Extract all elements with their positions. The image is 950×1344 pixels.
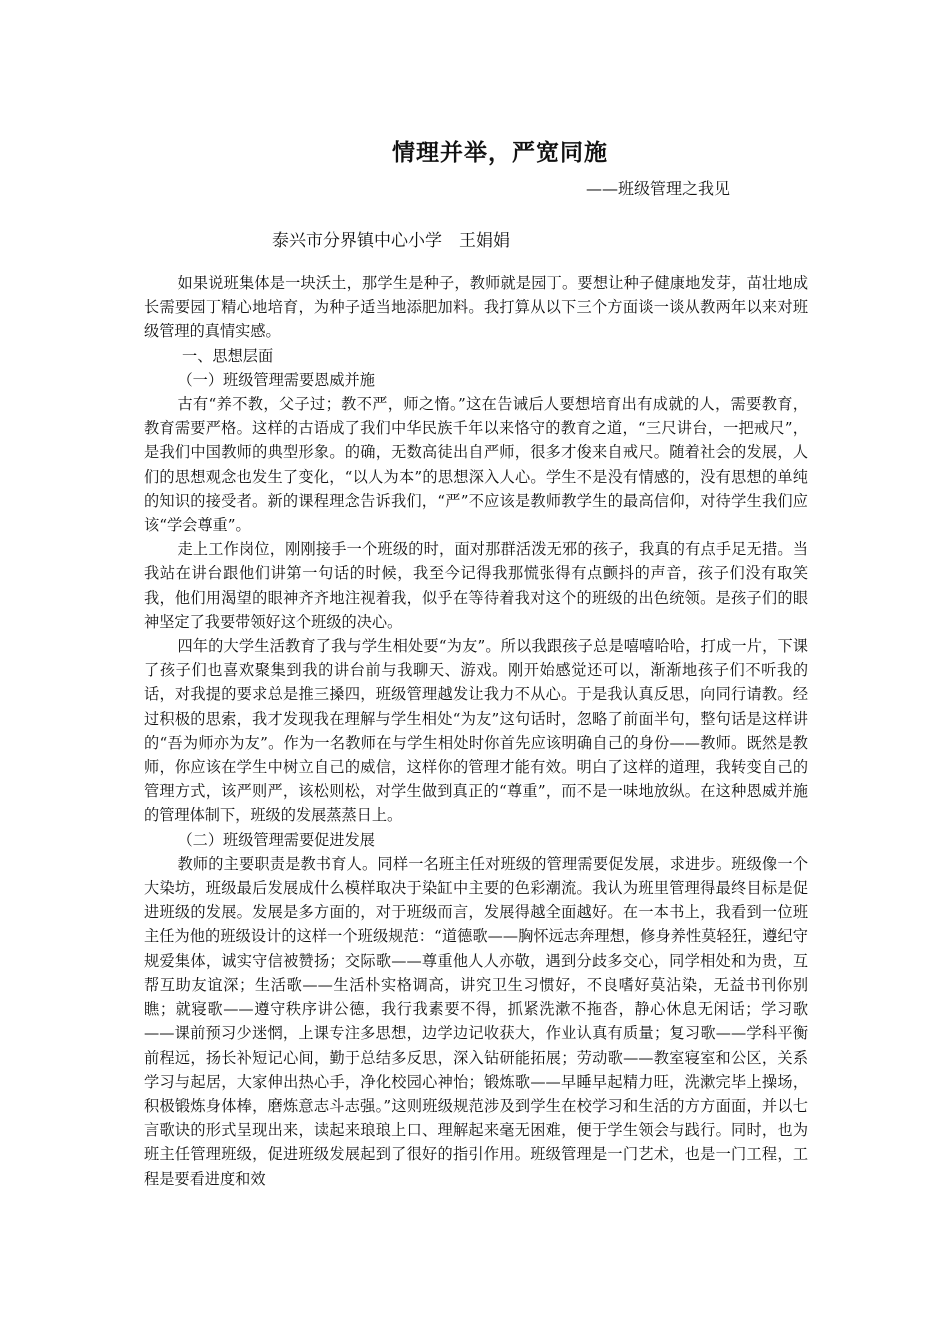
document-body — [144, 271, 808, 1191]
body-paragraph: 古有“养不教，父子过；教不严，师之惰。”这在告诫后人要想培育出有成就的人，需要教育，教育需要严格。这样的古语成了我们中华民族千年以来恪守的教育之道，“三尺讲台，一把戒尺”，是我们中国教师的典型形象。的确，无数高徒出自严师，很多才俊来自戒尺。随着社会的发展，人们的思想观念也发生了变化，“以人为本”的思想深入人心。学生不是没有情感的，没有思想的单纯的知识的接受者。新的课程理念告诉我们，“严”不应该是教师教学生的最高信仰，对待学生我们应该“学会尊重”。 — [144, 395, 808, 535]
document-author: 泰兴市分界镇中心小学 王娟娟 — [272, 231, 510, 251]
section-heading: （二）班级管理需要促进发展 — [177, 830, 375, 849]
body-paragraph: 四年的大学生活教育了我与学生相处要“为友”。所以我跟孩子总是嘻嘻哈哈，打成一片，下课了孩子们也喜欢聚集到我的讲台前与我聊天、游戏。刚开始感觉还可以，渐渐地孩子们不听我的话，对我提的要求总是推三搡四，班级管理越发让我力不从心。于是我认真反思，向同行请教。经过积极的思索，我才发现我在理解与学生相处“为友”这句话时，忽略了前面半句，整句话是这样讲的“吾为师亦为友”。作为一名教师在与学生相处时你首先应该明确自己的身份——教师。既然是教师，你应该在学生中树立自己的威信，这样你的管理才能有效。明白了这样的道理，我转变自己的管理方式，该严则严，该松则松，对学生做到真正的“尊重”，而不是一味地放纵。在这种恩威并施的管理体制下，班级的发展蒸蒸日上。 — [144, 637, 808, 825]
body-paragraph: 走上工作岗位，刚刚接手一个班级的时，面对那群活泼无邪的孩子，我真的有点手足无措。当我站在讲台跟他们讲第一句话的时候，我至今记得我那慌张得有点颤抖的声音，孩子们没有取笑我，他们用渴望的眼神齐齐地注视着我，似乎在等待着我对这个的班级的出色统领。是孩子们的眼神坚定了我要带领好这个班级的决心。 — [144, 540, 808, 631]
section-heading: 一、思想层面 — [182, 346, 274, 365]
document-title: 情理并举，严宽同施 — [392, 139, 608, 166]
body-paragraph: 如果说班集体是一块沃土，那学生是种子，教师就是园丁。要想让种子健康地发芽，苗壮地成长需要园丁精心地培育，为种子适当地添肥加料。我打算从以下三个方面谈一谈从教两年以来对班级管理的真情实感。 — [144, 274, 808, 341]
body-paragraph: 教师的主要职责是教书育人。同样一名班主任对班级的管理需要促发展，求进步。班级像一个大染坊，班级最后发展成什么模样取决于染缸中主要的色彩潮流。我认为班里管理得最终目标是促进班级的发展。发展是多方面的，对于班级而言，发展得越全面越好。在一本书上，我看到一位班主任为他的班级设计的这样一个班级规范：“道德歌——胸怀远志奔理想，修身养性莫轻狂，遵纪守规爱集体，诚实守信被赞扬；交际歌——尊重他人人亦敬，遇到分歧多交心，同学相处和为贵，互帮互助友谊深；生活歌——生活朴实格调高，讲究卫生习惯好，不良嗜好莫沾染，无益书刊你别瞧；就寝歌——遵守秩序讲公德，我行我素要不得，抓紧洗漱不拖沓，静心休息无闲话；学习歌——课前预习少迷惘，上课专注多思想，边学边记收获大，作业认真有质量；复习歌——学科平衡前程远，扬长补短记心间，勤于总结多反思，深入钻研能拓展；劳动歌——教室寝室和公区，关系学习与起居，大家伸出热心手，净化校园心神怡；锻炼歌——早睡早起精力旺，洗漱完毕上操场，积极锻炼身体棒，磨炼意志斗志强。”这则班级规范涉及到学生在校学习和生活的方方面面，并以七言歌诀的形式呈现出来，读起来琅琅上口、理解起来毫无困难，便于学生领会与践行。同时，也为班主任管理班级，促进班级发展起到了很好的指引作用。班级管理是一门艺术，也是一门工程，工程是要看进度和效 — [144, 854, 808, 1188]
section-heading: （一）班级管理需要恩威并施 — [177, 370, 375, 389]
document-subtitle: ——班级管理之我见 — [586, 179, 731, 198]
